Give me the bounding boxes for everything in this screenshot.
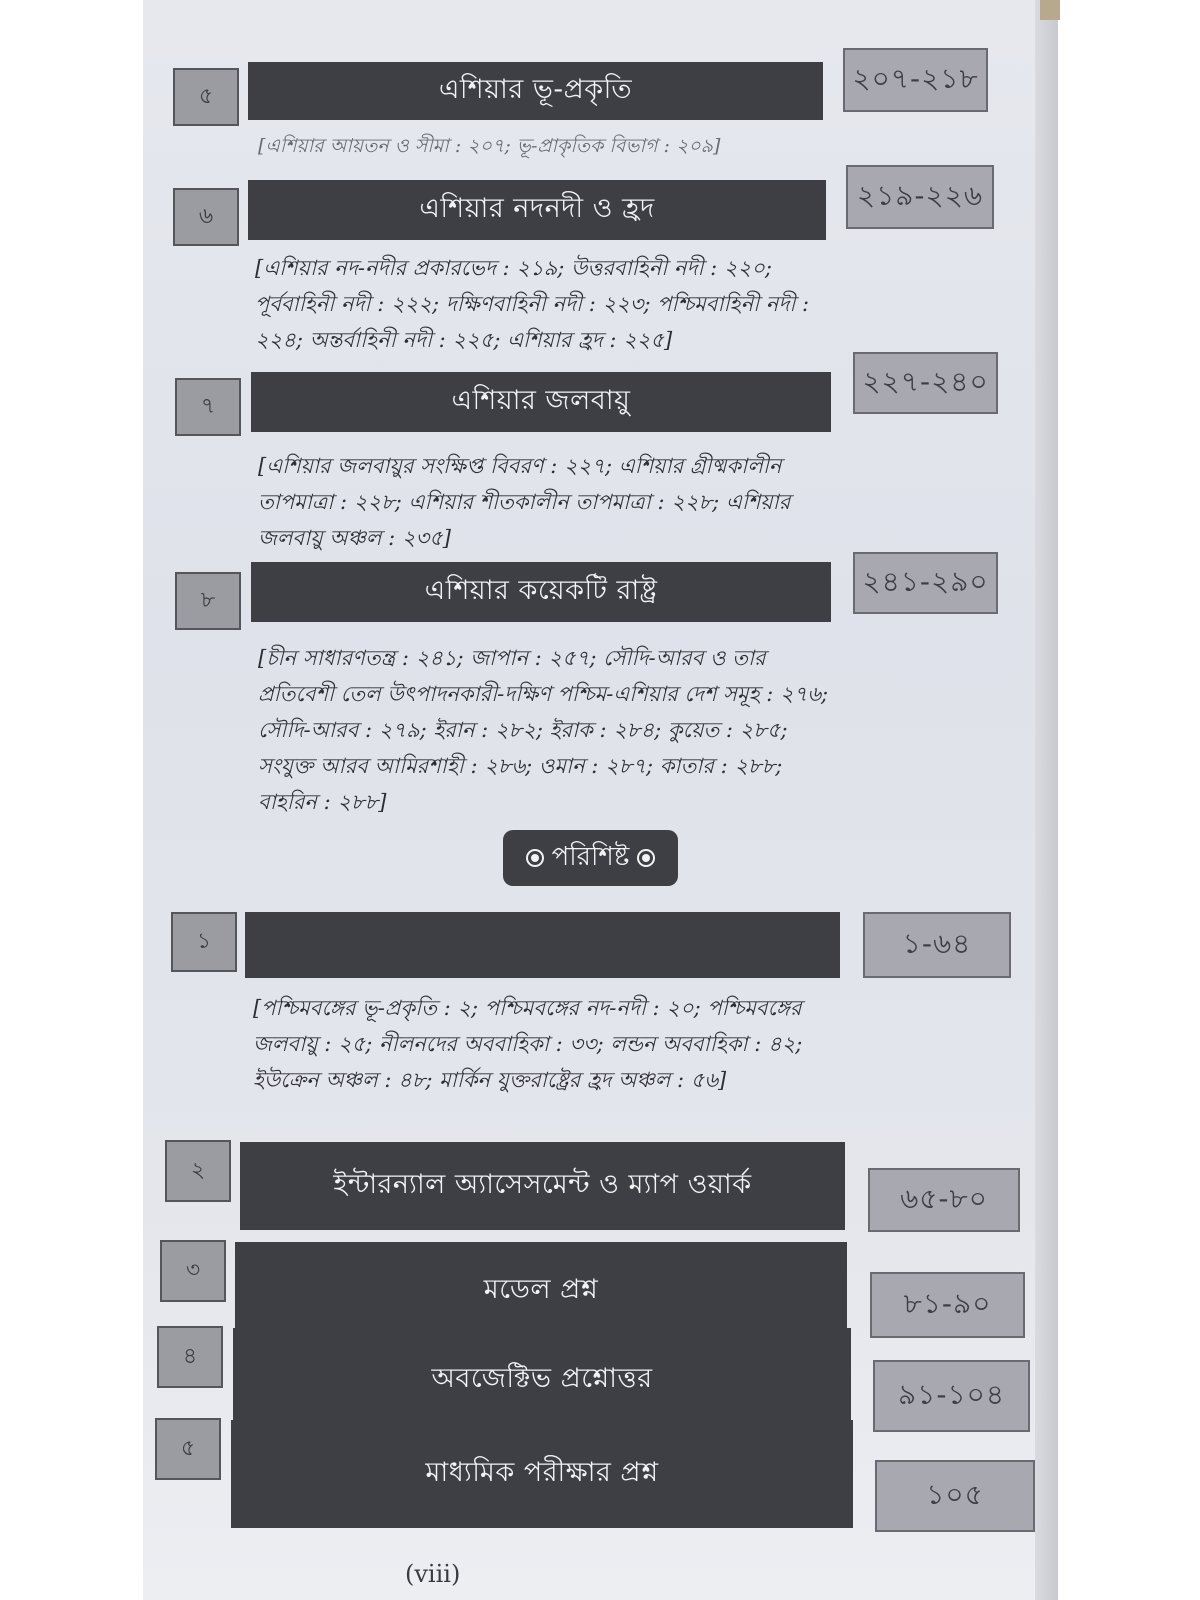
appendix-heading bbox=[503, 830, 678, 886]
page-range: ৬৫-৮০ bbox=[868, 1168, 1020, 1232]
appendix-description: [পশ্চিমবঙ্গের ভূ-প্রকৃতি : ২; পশ্চিমবঙ্গের নদ-নদী : ২০; পশ্চিমবঙ্গের জলবায়ু : ২৫; নীলনদের অববাহিকা : ৩৩; লন্ডন অববাহিকা : ৪২; ইউক্রেন অঞ্চল : ৪৮; মার্কিন যুক্তরাষ্ট্রের হ্রদ অঞ্চল : ৫৬] bbox=[253, 996, 803, 1092]
chapter-description: [এশিয়ার আয়তন ও সীমা : ২০৭; ভূ-প্রাকৃতিক বিভাগ : ২০৯] bbox=[258, 135, 721, 157]
appendix-title: মাধ্যমিক পরীক্ষার প্রশ্ন bbox=[231, 1420, 853, 1528]
chapter-description: [এশিয়ার জলবায়ুর সংক্ষিপ্ত বিবরণ : ২২৭; এশিয়ার গ্রীষ্মকালীন তাপমাত্রা : ২২৮; এশিয়ার শীতকালীন তাপমাত্রা : ২২৮; এশিয়ার জলবায়ু অঞ্চল : ২৩৫] bbox=[258, 454, 791, 550]
appendix-number: ৫ bbox=[155, 1418, 221, 1480]
appendix-heading-text: পরিশিষ্ট bbox=[551, 842, 630, 872]
page-number: (viii) bbox=[405, 1560, 461, 1588]
appendix-title: অবজেক্টিভ প্রশ্নোত্তর bbox=[233, 1328, 851, 1432]
appendix-number: ৪ bbox=[157, 1326, 223, 1388]
chapter-number: ৭ bbox=[175, 378, 241, 436]
bullet-dot-icon bbox=[528, 851, 542, 865]
chapter-number: ৫ bbox=[173, 68, 239, 126]
chapter-number: ৬ bbox=[173, 188, 239, 246]
appendix-title bbox=[245, 912, 840, 978]
bullet-dot-icon bbox=[639, 851, 653, 865]
page-range: ১-৬৪ bbox=[863, 912, 1011, 978]
chapter-title: এশিয়ার ভূ-প্রকৃতি bbox=[248, 62, 823, 120]
page-range: ৮১-৯০ bbox=[870, 1272, 1025, 1338]
page-corner bbox=[1040, 0, 1060, 20]
chapter-title: এশিয়ার কয়েকটি রাষ্ট্র bbox=[251, 562, 831, 622]
chapter-title: এশিয়ার জলবায়ু bbox=[251, 372, 831, 432]
page-range: ২৪১-২৯০ bbox=[853, 552, 998, 614]
chapter-number: ৮ bbox=[175, 572, 241, 630]
page-range: ৯১-১০৪ bbox=[873, 1360, 1030, 1432]
chapter-title: এশিয়ার নদনদী ও হ্রদ bbox=[248, 180, 826, 240]
appendix-number: ৩ bbox=[160, 1240, 226, 1302]
appendix-number: ২ bbox=[165, 1140, 231, 1202]
page-range: ২২৭-২৪০ bbox=[853, 352, 998, 414]
page-edge bbox=[1035, 0, 1058, 1600]
appendix-title: মডেল প্রশ্ন bbox=[235, 1242, 847, 1340]
page-range: ২১৯-২২৬ bbox=[846, 165, 994, 229]
appendix-number: ১ bbox=[171, 912, 237, 972]
page-range: ২০৭-২১৮ bbox=[843, 48, 988, 112]
appendix-title: ইন্টারন্যাল অ্যাসেসমেন্ট ও ম্যাপ ওয়ার্ক bbox=[240, 1142, 845, 1230]
chapter-description: [এশিয়ার নদ-নদীর প্রকারভেদ : ২১৯; উত্তরবাহিনী নদী : ২২০; পূর্ববাহিনী নদী : ২২২; দক্ষিণবাহিনী নদী : ২২৩; পশ্চিমবাহিনী নদী : ২২৪; অন্তর্বাহিনী নদী : ২২৫; এশিয়ার হ্রদ : ২২৫] bbox=[255, 256, 810, 352]
book-page bbox=[143, 0, 1058, 1600]
page-range: ১০৫ bbox=[875, 1460, 1035, 1532]
chapter-description: [চীন সাধারণতন্ত্র : ২৪১; জাপান : ২৫৭; সৌদি-আরব ও তার প্রতিবেশী তেল উৎপাদনকারী-দক্ষিণ পশ্চিম-এশিয়ার দেশ সমূহ : ২৭৬; সৌদি-আরব : ২৭৯; ইরান : ২৮২; ইরাক : ২৮৪; কুয়েত : ২৮৫; সংযুক্ত আরব আমিরশাহী : ২৮৬; ওমান : ২৮৭; কাতার : ২৮৮; বাহরিন : ২৮৮] bbox=[258, 646, 829, 814]
